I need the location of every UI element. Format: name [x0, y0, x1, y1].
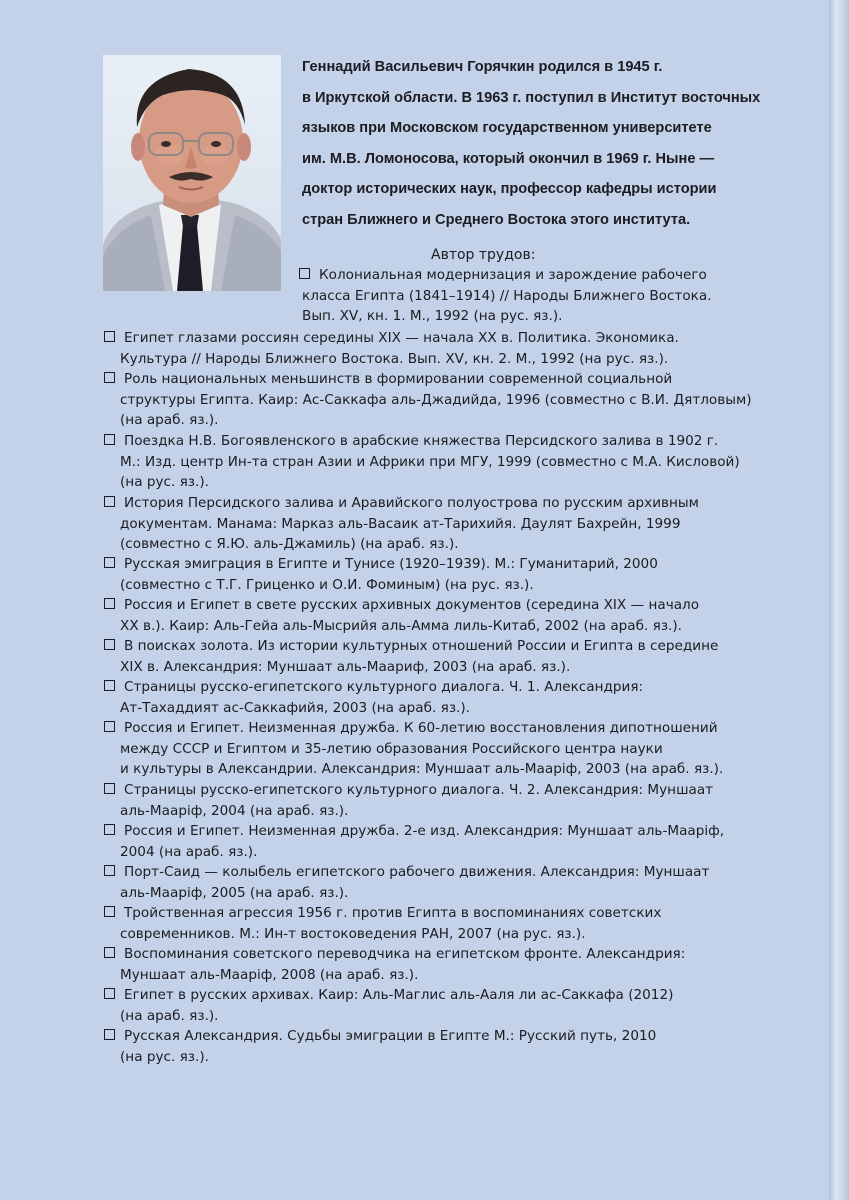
item-line: документам. Манама: Марказ аль-Васаик ат-Тарихийя. Даулят Бахрейн, 1999: [120, 515, 681, 532]
item-line: Россия и Египет в свете русских архивных документов (середина XIX — начало: [124, 597, 700, 613]
list-item: [104, 862, 709, 903]
list-item: [104, 595, 699, 636]
item-line: История Персидского залива и Аравийского полуострова по русским архивным: [124, 495, 699, 511]
item-line: Муншаат аль-Мааріф, 2008 (на араб. яз.).: [120, 966, 419, 983]
item-line: Культура // Народы Ближнего Востока. Вып. XV, кн. 2. М., 1992 (на рус. яз.).: [120, 350, 669, 367]
bio-line: стран Ближнего и Среднего Востока этого института.: [302, 211, 691, 228]
list-item: [104, 636, 718, 677]
item-line: XIX в. Александрия: Муншаат аль-Маариф, 2003 (на араб. яз.).: [120, 658, 571, 675]
item-line: 2004 (на араб. яз.).: [120, 843, 258, 860]
checkbox-bullet-icon: [104, 557, 115, 568]
bio-line: им. М.В. Ломоносова, который окончил в 1969 г. Ныне —: [302, 150, 715, 167]
item-line: В поисках золота. Из истории культурных отношений России и Египта в середине: [124, 638, 719, 654]
author-portrait: [103, 55, 281, 291]
book-spine: [829, 0, 849, 1200]
item-line: Страницы русско-египетского культурного диалога. Ч. 1. Александрия:: [124, 679, 644, 695]
checkbox-bullet-icon: [104, 372, 115, 383]
item-line: и культуры в Александрии. Александрия: Муншаат аль-Мааріф, 2003 (на араб. яз.).: [120, 761, 724, 778]
checkbox-bullet-icon: [104, 434, 115, 445]
list-item: [104, 944, 685, 985]
checkbox-bullet-icon: [299, 268, 310, 279]
list-item: [104, 431, 740, 493]
item-line: XX в.). Каир: Аль-Гейа аль-Мысрийя аль-Амма лиль-Китаб, 2002 (на араб. яз.).: [120, 617, 682, 634]
item-line: Египет глазами россиян середины XIX — начала XX в. Политика. Экономика.: [124, 330, 679, 346]
checkbox-bullet-icon: [104, 496, 115, 507]
item-line: Россия и Египет. Неизменная дружба. 2-е изд. Александрия: Муншаат аль-Мааріф,: [124, 823, 725, 839]
checkbox-bullet-icon: [104, 865, 115, 876]
item-line: Вып. XV, кн. 1. М., 1992 (на рус. яз.).: [302, 308, 563, 325]
checkbox-bullet-icon: [104, 639, 115, 650]
list-item: [104, 677, 643, 718]
checkbox-bullet-icon: [104, 721, 115, 732]
list-item: [104, 821, 724, 862]
list-item: [104, 369, 752, 431]
checkbox-bullet-icon: [104, 947, 115, 958]
item-line: (на араб. яз.).: [120, 1007, 219, 1024]
item-line: Россия и Египет. Неизменная дружба. К 60-летию восстановления дипотношений: [124, 720, 718, 736]
checkbox-bullet-icon: [104, 824, 115, 835]
item-line: (на араб. яз.).: [120, 412, 219, 429]
item-line: Тройственная агрессия 1956 г. против Египта в воспоминаниях советских: [124, 905, 662, 921]
item-line: Русская Александрия. Судьбы эмиграции в Египте М.: Русский путь, 2010: [124, 1028, 657, 1044]
item-line: (совместно с Я.Ю. аль-Джамиль) (на араб. яз.).: [120, 536, 459, 553]
list-item: [104, 1026, 656, 1067]
item-line: (на рус. яз.).: [120, 1048, 209, 1065]
bio-line: доктор исторических наук, профессор кафедры истории: [302, 181, 717, 198]
item-line: аль-Мааріф, 2004 (на араб. яз.).: [120, 802, 349, 819]
item-line: Египет в русских архивах. Каир: Аль-Маглис аль-Ааля ли ас-Саккафа (2012): [124, 987, 674, 1003]
item-line: Русская эмиграция в Египте и Тунисе (1920–1939). М.: Гуманитарий, 2000: [124, 556, 658, 572]
list-item: [104, 903, 661, 944]
item-line: структуры Египта. Каир: Ас-Саккафа аль-Джадийда, 1996 (совместно с В.И. Дятловым): [120, 391, 752, 408]
list-item: [104, 985, 673, 1026]
item-line: Порт-Саид — колыбель египетского рабочего движения. Александрия: Муншаат: [124, 864, 710, 880]
item-line: класса Египта (1841–1914) // Народы Ближнего Востока.: [302, 287, 712, 304]
item-line: Поездка Н.В. Богоявленского в арабские княжества Персидского залива в 1902 г.: [124, 433, 719, 449]
checkbox-bullet-icon: [104, 988, 115, 999]
item-line: между СССР и Египтом и 35-летию образования Российского центра науки: [120, 740, 663, 757]
works-heading: Автор трудов:: [431, 247, 536, 263]
list-item: [299, 265, 712, 327]
list-item: [104, 718, 723, 780]
bio-line: в Иркутской области. В 1963 г. поступил в Институт восточных: [302, 89, 761, 106]
item-line: (на рус. яз.).: [120, 474, 209, 491]
checkbox-bullet-icon: [104, 783, 115, 794]
item-line: Ат-Тахаддият ас-Саккафийя, 2003 (на араб. яз.).: [120, 699, 470, 716]
list-item: [104, 328, 679, 369]
list-item: [104, 554, 658, 595]
item-line: Роль национальных меньшинств в формировании современной социальной: [124, 371, 673, 387]
item-line: современников. М.: Ин-т востоковедения РАН, 2007 (на рус. яз.).: [120, 925, 586, 942]
checkbox-bullet-icon: [104, 331, 115, 342]
list-item: [104, 780, 713, 821]
item-line: М.: Изд. центр Ин-та стран Азии и Африки при МГУ, 1999 (совместно с М.А. Кисловой): [120, 453, 740, 470]
checkbox-bullet-icon: [104, 680, 115, 691]
author-biography: [302, 52, 772, 236]
list-item: [104, 493, 699, 555]
checkbox-bullet-icon: [104, 1029, 115, 1040]
checkbox-bullet-icon: [104, 906, 115, 917]
item-line: Страницы русско-египетского культурного диалога. Ч. 2. Александрия: Муншаат: [124, 782, 714, 798]
bio-line: языков при Московском государственном университете: [302, 120, 712, 137]
item-line: Воспоминания советского переводчика на египетском фронте. Александрия:: [124, 946, 686, 962]
checkbox-bullet-icon: [104, 598, 115, 609]
item-line: Колониальная модернизация и зарождение рабочего: [319, 267, 707, 283]
bio-line: Геннадий Васильевич Горячкин родился в 1945 г.: [302, 59, 663, 75]
item-line: аль-Мааріф, 2005 (на араб. яз.).: [120, 884, 349, 901]
item-line: (совместно с Т.Г. Гриценко и О.И. Фоминым) (на рус. яз.).: [120, 576, 534, 593]
